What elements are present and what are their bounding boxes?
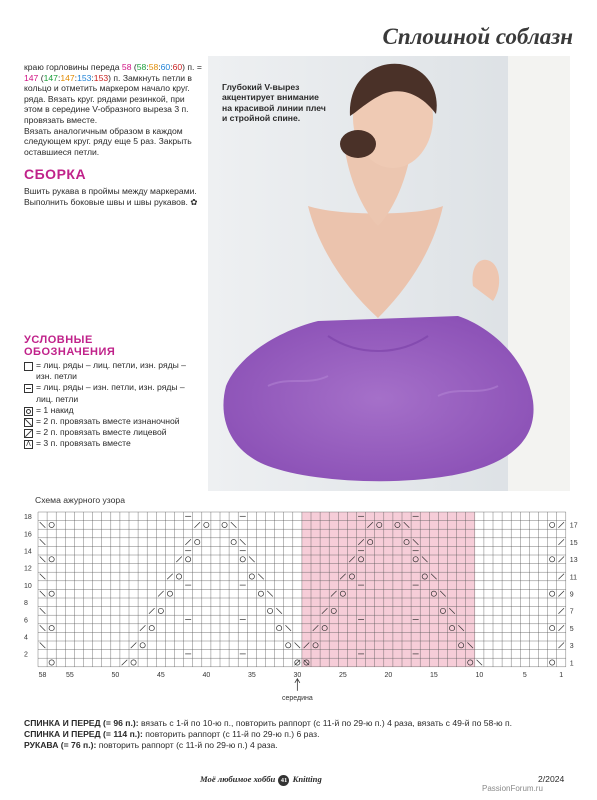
yarn-over-mark	[195, 540, 200, 545]
column-label: 58	[38, 671, 47, 679]
purl-two-together-mark	[40, 522, 46, 528]
row-label: 5	[569, 625, 574, 633]
knit-three-together-icon	[24, 440, 33, 449]
knit-two-together-mark	[558, 608, 564, 614]
row-label: 3	[569, 643, 574, 651]
legend-item: = лиц. ряды – изн. петли, изн. ряды – лиц. петли	[24, 382, 202, 404]
purl-stitch-icon	[24, 384, 33, 393]
legend-heading: УСЛОВНЫЕ ОБОЗНАЧЕНИЯ	[24, 334, 116, 358]
knit-two-together-mark	[185, 539, 191, 545]
column-label: 1	[559, 671, 564, 679]
watermark: PassionForum.ru	[482, 784, 543, 793]
purl-two-together-mark	[240, 539, 246, 545]
magazine-name: Моё любимое хобби 41 Knitting	[200, 774, 322, 784]
knit-two-together-mark	[140, 625, 146, 631]
purl-two-together-mark	[267, 591, 273, 597]
yarn-over-mark	[158, 608, 163, 613]
intro-paragraph: краю горловины переда 58 (58:58:60:60) п. = 147 (147:147:153:153) п. Замкнуть петли в кольцо и отметить маркером начало круг. ряда. Вязать круг. рядами резинкой, при этом в середине V-образного выреза 3 п. провязать вместе.	[24, 62, 202, 125]
yarn-over-mark	[176, 574, 181, 579]
yarn-over-mark	[167, 591, 172, 596]
page-number: 41	[278, 775, 289, 786]
column-label: 40	[202, 671, 211, 679]
knit-two-together-mark	[558, 557, 564, 563]
column-label: 10	[475, 671, 484, 679]
yarn-over-mark	[258, 591, 263, 596]
purl-two-together-mark	[40, 608, 46, 614]
assembly-text: Вшить рукава в проймы между маркерами. Выполнить боковые швы и швы рукавов. ✿	[24, 185, 198, 207]
purl-two-together-mark	[477, 660, 483, 666]
purl-two-together-mark	[40, 557, 46, 563]
yarn-over-icon	[24, 407, 33, 416]
photo-caption: Глубокий V-вырез акцентирует внимание на красивой линии плеч и стройной спине.	[222, 82, 326, 124]
issue-number: 2/2024	[538, 774, 565, 784]
knit-two-together-mark	[131, 643, 137, 649]
purl-two-together-mark	[40, 539, 46, 545]
yarn-over-mark	[231, 540, 236, 545]
legend-item: = 1 накид	[24, 405, 202, 416]
yarn-over-mark	[49, 557, 54, 562]
model-photo	[208, 56, 570, 491]
row-label: 12	[24, 565, 32, 573]
row-label: 2	[24, 651, 28, 659]
knit-two-together-mark	[558, 522, 564, 528]
yarn-over-mark	[131, 660, 136, 665]
purl-two-together-mark	[276, 608, 282, 614]
knit-two-together-icon	[24, 429, 33, 438]
purl-two-together-mark	[295, 643, 301, 649]
legend-item: Λ = 3 п. провязать вместе	[24, 438, 202, 449]
purl-two-together-icon	[24, 418, 33, 427]
legend-item: = 2 п. провязать вместе изнаночной	[24, 416, 202, 427]
yarn-over-mark	[249, 574, 254, 579]
knit-two-together-mark	[558, 625, 564, 631]
row-label: 11	[569, 574, 578, 582]
yarn-over-mark	[49, 660, 54, 665]
row-label: 9	[569, 591, 574, 599]
row-label: 13	[569, 557, 578, 565]
column-label: 35	[247, 671, 256, 679]
yarn-over-mark	[550, 660, 555, 665]
purl-two-together-mark	[231, 522, 237, 528]
yarn-over-mark	[277, 626, 282, 631]
purl-two-together-mark	[249, 557, 255, 563]
end-mark-icon: ✿	[190, 196, 198, 207]
yarn-over-mark	[550, 591, 555, 596]
assembly-heading: СБОРКА	[24, 166, 87, 183]
knit-two-together-mark	[558, 539, 564, 545]
row-label: 17	[569, 522, 578, 530]
row-label: 8	[24, 600, 28, 608]
yarn-over-mark	[204, 522, 209, 527]
knit-two-together-mark	[558, 591, 564, 597]
column-label: 5	[522, 671, 527, 679]
yarn-over-mark	[49, 591, 54, 596]
yarn-over-mark	[240, 557, 245, 562]
row-label: 14	[24, 548, 32, 556]
yarn-over-mark	[286, 643, 291, 648]
column-label: 45	[156, 671, 165, 679]
purl-two-together-mark	[285, 625, 291, 631]
yarn-over-mark	[550, 557, 555, 562]
intro-paragraph-2: Вязать аналогичным образом в каждом следующем круг. ряду еще 5 раз. Закрыть оставшиеся петли.	[24, 125, 192, 157]
lace-chart-svg	[20, 506, 578, 716]
row-label: 15	[569, 539, 578, 547]
yarn-over-mark	[186, 557, 191, 562]
yarn-over-mark	[550, 626, 555, 631]
purl-two-together-mark	[40, 625, 46, 631]
legend-item: = лиц. ряды – лиц. петли, изн. ряды – изн. петли	[24, 360, 202, 382]
knit-two-together-mark	[176, 557, 182, 563]
knit-two-together-mark	[122, 660, 128, 666]
column-label: 20	[384, 671, 393, 679]
row-label: 6	[24, 617, 28, 625]
row-label: 10	[24, 582, 32, 590]
column-label: 15	[429, 671, 438, 679]
row-label: 16	[24, 531, 32, 539]
legend-item: = 2 п. провязать вместе лицевой	[24, 427, 202, 438]
knit-two-together-mark	[167, 574, 173, 580]
row-label: 7	[569, 608, 574, 616]
yarn-over-mark	[267, 608, 272, 613]
knit-two-together-mark	[558, 574, 564, 580]
yarn-over-mark	[550, 522, 555, 527]
sizing-instructions	[24, 718, 584, 751]
center-label: середина	[281, 694, 313, 702]
knit-two-together-mark	[149, 608, 155, 614]
column-label: 25	[338, 671, 347, 679]
chart-title: Схема ажурного узора	[35, 495, 125, 505]
yarn-over-mark	[49, 626, 54, 631]
row-label: 18	[24, 514, 32, 522]
knit-two-together-mark	[158, 591, 164, 597]
lace-chart	[20, 506, 578, 721]
yarn-over-mark	[140, 643, 145, 648]
purl-two-together-mark	[40, 591, 46, 597]
knit-two-together-mark	[558, 643, 564, 649]
yarn-over-mark	[222, 522, 227, 527]
instruction-line: СПИНКА И ПЕРЕД (= 96 п.): вязать с 1-й по 10-ю п., повторить раппорт (с 11-й по 29-ю п.) 4 раза, вязать с 49-й по 58-ю п.	[24, 718, 513, 728]
purl-two-together-mark	[258, 574, 264, 580]
instruction-line: РУКАВА (= 76 п.): повторить раппорт (с 11-й по 29-ю п.) 4 раза.	[24, 740, 278, 750]
row-label: 4	[24, 634, 28, 642]
purl-two-together-mark	[40, 574, 46, 580]
column-label: 50	[111, 671, 120, 679]
instruction-line: СПИНКА И ПЕРЕД (= 114 п.): повторить раппорт (с 11-й по 29-ю п.) 6 раз.	[24, 729, 320, 739]
legend	[24, 334, 202, 450]
column-label: 30	[293, 671, 302, 679]
knit-two-together-mark	[194, 522, 200, 528]
column-label: 55	[65, 671, 74, 679]
row-label: 1	[569, 660, 574, 668]
yarn-over-mark	[149, 626, 154, 631]
purl-two-together-mark	[40, 643, 46, 649]
knit-stitch-icon	[24, 362, 33, 371]
yarn-over-mark	[49, 522, 54, 527]
instructions-column	[24, 62, 202, 207]
page-title: Сплошной соблазн	[382, 24, 573, 49]
